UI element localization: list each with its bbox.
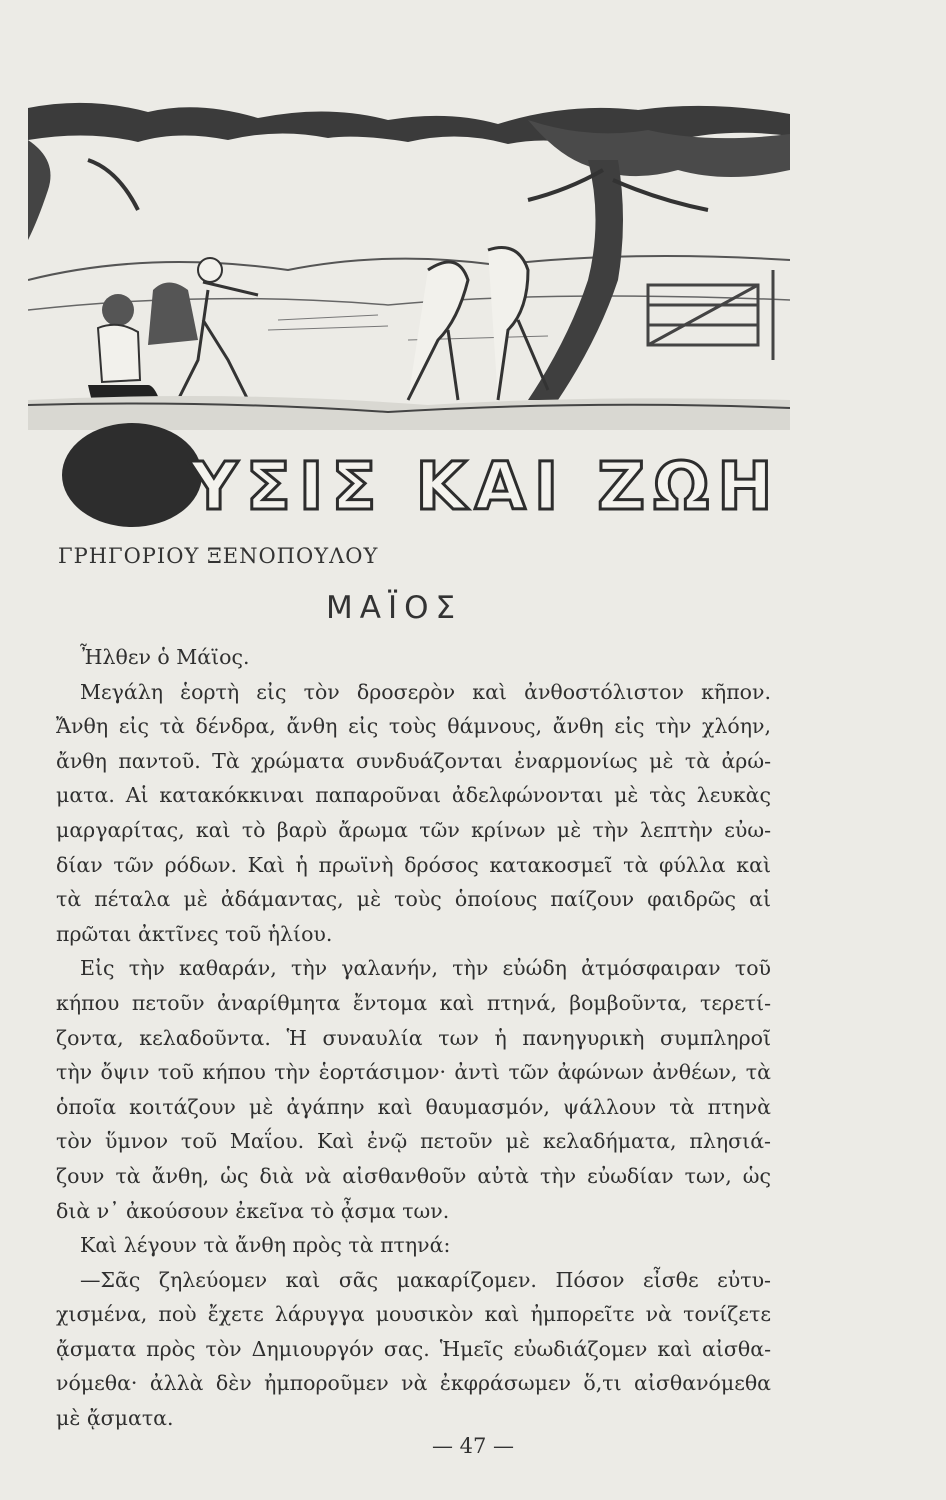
text-line: μὲ ᾄσματα.	[56, 1406, 174, 1431]
text-line: —Σᾶς ζηλεύομεν καὶ σᾶς μακαρίζομεν. Πόσον εἶσθε εὐτυ-	[80, 1267, 771, 1292]
body-text	[56, 640, 771, 1436]
text-line: ἄνθη παντοῦ. Τὰ χρώματα συνδυάζονται ἐναρμονίως μὲ τὰ ἀρώ-	[56, 748, 771, 773]
text-line: ζουν τὰ ἄνθη, ὡς διὰ νὰ αἰσθανθοῦν αὐτὰ τὴν εὐωδίαν των, ὡς	[56, 1163, 771, 1188]
text-line: νόμεθα· ἀλλὰ δὲν ἠμποροῦμεν νὰ ἐκφράσωμεν ὅ,τι αἰσθανόμεθα	[56, 1371, 771, 1396]
chapter-title: ΜΑΪΟΣ	[326, 590, 463, 626]
text-line: Καὶ λέγουν τὰ ἄνθη πρὸς τὰ πτηνά:	[80, 1233, 451, 1258]
text-line: ματα. Αἱ κατακόκκιναι παπαροῦναι ἀδελφώνονται μὲ τὰς λευκὰς	[56, 783, 771, 808]
text-line: Ἄνθη εἰς τὰ δένδρα, ἄνθη εἰς τοὺς θάμνους, ἄνθη εἰς τὴν χλόην,	[56, 714, 771, 739]
text-line: Ἦλθεν ὁ Μάϊος.	[80, 645, 250, 669]
page-title: ΥΣΙΣ ΚΑΙ ΖΩΗ	[190, 448, 781, 525]
text-line: Εἰς τὴν καθαράν, τὴν γαλανήν, τὴν εὐώδη ἀτμόσφαιραν τοῦ	[80, 956, 771, 981]
text-line: τὸν ὕμνον τοῦ Μαΐου. Καὶ ἐνῷ πετοῦν μὲ κελαδήματα, πλησιά-	[56, 1129, 771, 1154]
text-line: μαργαρίτας, καὶ τὸ βαρὺ ἄρωμα τῶν κρίνων μὲ τὴν λεπτὴν εὐω-	[56, 817, 771, 842]
text-line: διὰ ν᾽ ἀκούσουν ἐκεῖνα τὸ ᾆσμα των.	[56, 1198, 450, 1223]
text-line: ὁποῖα κοιτάζουν μὲ ἀγάπην καὶ θαυμασμόν, ψάλλουν τὰ πτηνὰ	[56, 1094, 771, 1119]
text-line: κήπου πετοῦν ἀναρίθμητα ἔντομα καὶ πτηνά, βομβοῦντα, τερετί-	[56, 990, 771, 1015]
text-line: ζοντα, κελαδοῦντα. Ἡ συναυλία των ἡ πανηγυρικὴ συμπληροῖ	[56, 1025, 771, 1050]
header-illustration	[28, 100, 790, 430]
text-line: ᾄσματα πρὸς τὸν Δημιουργόν σας. Ἡμεῖς εὐωδιάζομεν καὶ αἰσθα-	[56, 1336, 771, 1361]
text-line: Μεγάλη ἑορτὴ εἰς τὸν δροσερὸν καὶ ἀνθοστόλιστον κῆπον.	[80, 679, 771, 704]
page-number: — 47 —	[431, 1434, 515, 1458]
text-line: πρῶται ἀκτῖνες τοῦ ἡλίου.	[56, 921, 333, 946]
author-name: ΓΡΗΓΟΡΙΟΥ ΞΕΝΟΠΟΥΛΟΥ	[58, 544, 379, 568]
text-line: δίαν τῶν ρόδων. Καὶ ἡ πρωϊνὴ δρόσος κατακοσμεῖ τὰ φύλλα καὶ	[56, 852, 771, 877]
text-line: τὴν ὄψιν τοῦ κήπου τὴν ἑορτάσιμον· ἀντὶ τῶν ἀφώνων ἀνθέων, τὰ	[56, 1060, 771, 1085]
text-line: χισμένα, ποὺ ἔχετε λάρυγγα μουσικὸν καὶ ἠμπορεῖτε νὰ τονίζετε	[56, 1302, 771, 1327]
text-line: τὰ πέταλα μὲ ἀδάμαντας, μὲ τοὺς ὁποίους παίζουν φαιδρῶς αἱ	[56, 887, 771, 912]
